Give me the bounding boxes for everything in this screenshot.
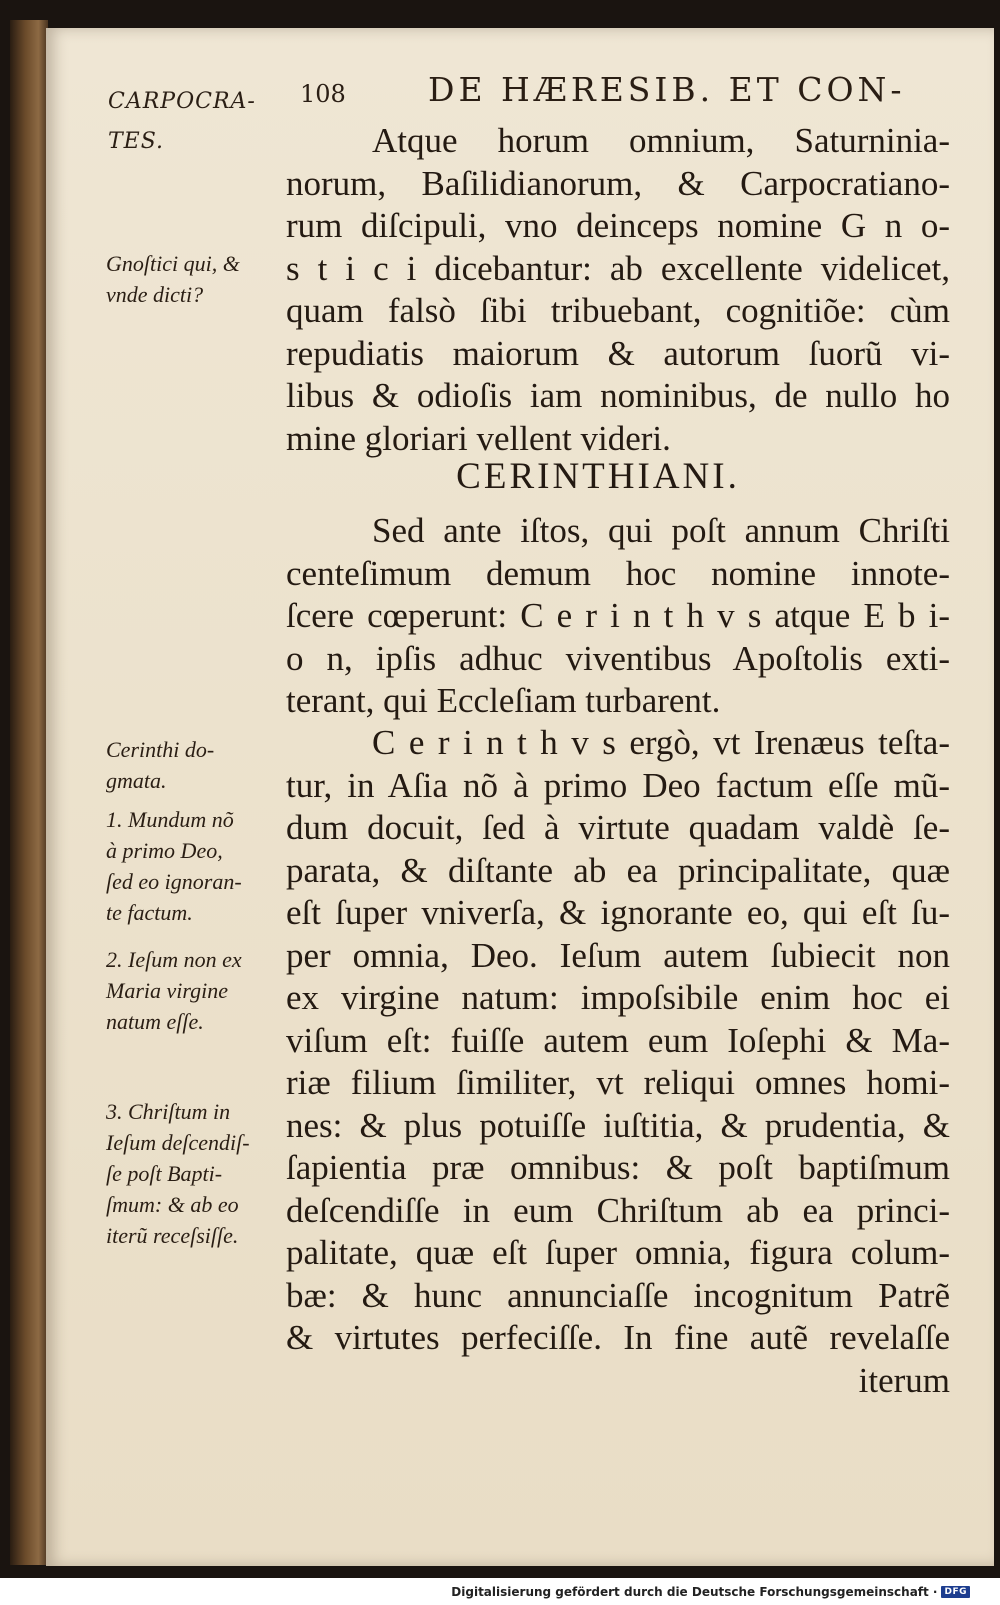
margin-running-head-line: TES. <box>108 129 165 154</box>
paragraph-ante-istos <box>286 510 950 723</box>
text-line: centeſimum demum hoc nomine innote- <box>286 553 950 593</box>
text-line: deſcendiſſe in eum Chriſtum ab ea princi- <box>286 1190 950 1230</box>
text-line: o n, ipſis adhuc viventibus Apoſtolis exti- <box>286 638 950 678</box>
marginal-note-line: à primo Deo, <box>106 838 223 863</box>
marginal-note-line: 2. Ieſum non ex <box>106 947 242 972</box>
dfg-logo-icon: DFG <box>941 1586 970 1598</box>
text-line: ex virgine natum: impoſsibile enim hoc ei <box>286 978 950 1017</box>
marginal-note-line: iterũ receſsiſſe. <box>106 1223 239 1248</box>
text-line: bæ: & hunc annunciaſſe incognitum Patrẽ <box>286 1275 950 1315</box>
marginal-note-line: 3. Chriſtum in <box>106 1099 231 1124</box>
text-line: s t i c i dicebantur: ab excellente videlicet, <box>286 248 950 288</box>
marginal-note-cerinthi-dogmata <box>106 734 284 796</box>
marginal-note-line: gmata. <box>106 768 167 793</box>
marginal-note-line: natum eſſe. <box>106 1009 204 1034</box>
margin-running-head <box>108 82 256 162</box>
text-line: norum, Baſilidianorum, & Carpocratiano- <box>286 163 950 203</box>
marginal-note-line: ſmum: & ab eo <box>106 1192 239 1217</box>
text-line: viſum eſt: fuiſſe autem eum Ioſephi & Ma- <box>286 1020 950 1060</box>
text-line: ſapientia præ omnibus: & poſt baptiſmum <box>286 1148 950 1187</box>
paragraph-cerinthus <box>286 722 950 1402</box>
text-line: quam falsò ſibi tribuebant, cognitiõe: cùm <box>286 291 950 330</box>
marginal-note-line: ſe poſt Bapti- <box>106 1161 223 1186</box>
marginal-note-line: Gnoſtici qui, & <box>106 251 240 276</box>
text-line: mine gloriari vellent videri. <box>286 418 671 458</box>
text-line: riæ filium ſimiliter, vt reliqui omnes homi- <box>286 1063 950 1102</box>
marginal-note-1 <box>106 804 284 928</box>
marginal-note-line: Cerinthi do- <box>106 737 215 762</box>
text-line: tur, in Aſia nõ à primo Deo factum eſſe mũ- <box>286 765 950 805</box>
marginal-note-line: vnde dicti? <box>106 282 204 307</box>
page-number: 108 <box>300 80 346 108</box>
text-line: palitate, quæ eſt ſuper omnia, figura colum- <box>286 1233 950 1272</box>
text-line: nes: & plus potuiſſe iuſtitia, & prudentia, & <box>286 1105 950 1145</box>
marginal-note-gnostici <box>106 248 284 310</box>
marginal-note-line: Maria virgine <box>106 978 228 1003</box>
text-line: parata, & diſtante ab ea principalitate, quæ <box>286 850 950 890</box>
text-line: & virtutes perfeciſſe. In fine autẽ revelaſſe <box>286 1318 950 1357</box>
marginal-note-line: Ieſum deſcendiſ- <box>106 1130 250 1155</box>
book-page-edge <box>10 20 48 1565</box>
running-title: DE HÆRESIB. ET CON- <box>428 70 906 109</box>
margin-running-head-line: CARPOCRA- <box>108 89 256 114</box>
marginal-note-line: 1. Mundum nõ <box>106 807 234 832</box>
text-line: repudiatis maiorum & autorum ſuorũ vi- <box>286 333 950 373</box>
marginal-note-line: te factum. <box>106 900 193 925</box>
text-line: dum docuit, ſed à virtute quadam valdè ſe- <box>286 808 950 847</box>
text-line: terant, qui Eccleſiam turbarent. <box>286 681 721 720</box>
text-line: eſt ſuper vniverſa, & ignorante eo, qui eſt ſu- <box>286 893 950 932</box>
text-line: C e r i n t h v s ergò, vt Irenæus teſta- <box>372 723 950 762</box>
marginal-note-3 <box>106 1096 284 1251</box>
section-heading: CERINTHIANI. <box>456 456 740 497</box>
text-line: rum diſcipuli, vno deinceps nomine G n o- <box>286 206 950 245</box>
text-line: Atque horum omnium, Saturninia- <box>372 121 950 160</box>
catchword: iterum <box>858 1360 950 1400</box>
paragraph-saturniniani <box>286 120 950 460</box>
text-line: per omnia, Deo. Ieſum autem ſubiecit non <box>286 935 950 975</box>
digitization-footer <box>451 1583 970 1601</box>
text-line: ſcere cœperunt: C e r i n t h v s atque E b i- <box>286 596 950 635</box>
text-line: libus & odioſis iam nominibus, de nullo ho <box>286 376 950 415</box>
marginal-note-line: ſed eo ignoran- <box>106 869 242 894</box>
text-line: Sed ante iſtos, qui poſt annum Chriſti <box>372 511 950 550</box>
footer-credit: Digitalisierung gefördert durch die Deutsche Forschungsgemeinschaft · <box>451 1585 938 1599</box>
marginal-note-2 <box>106 944 284 1037</box>
